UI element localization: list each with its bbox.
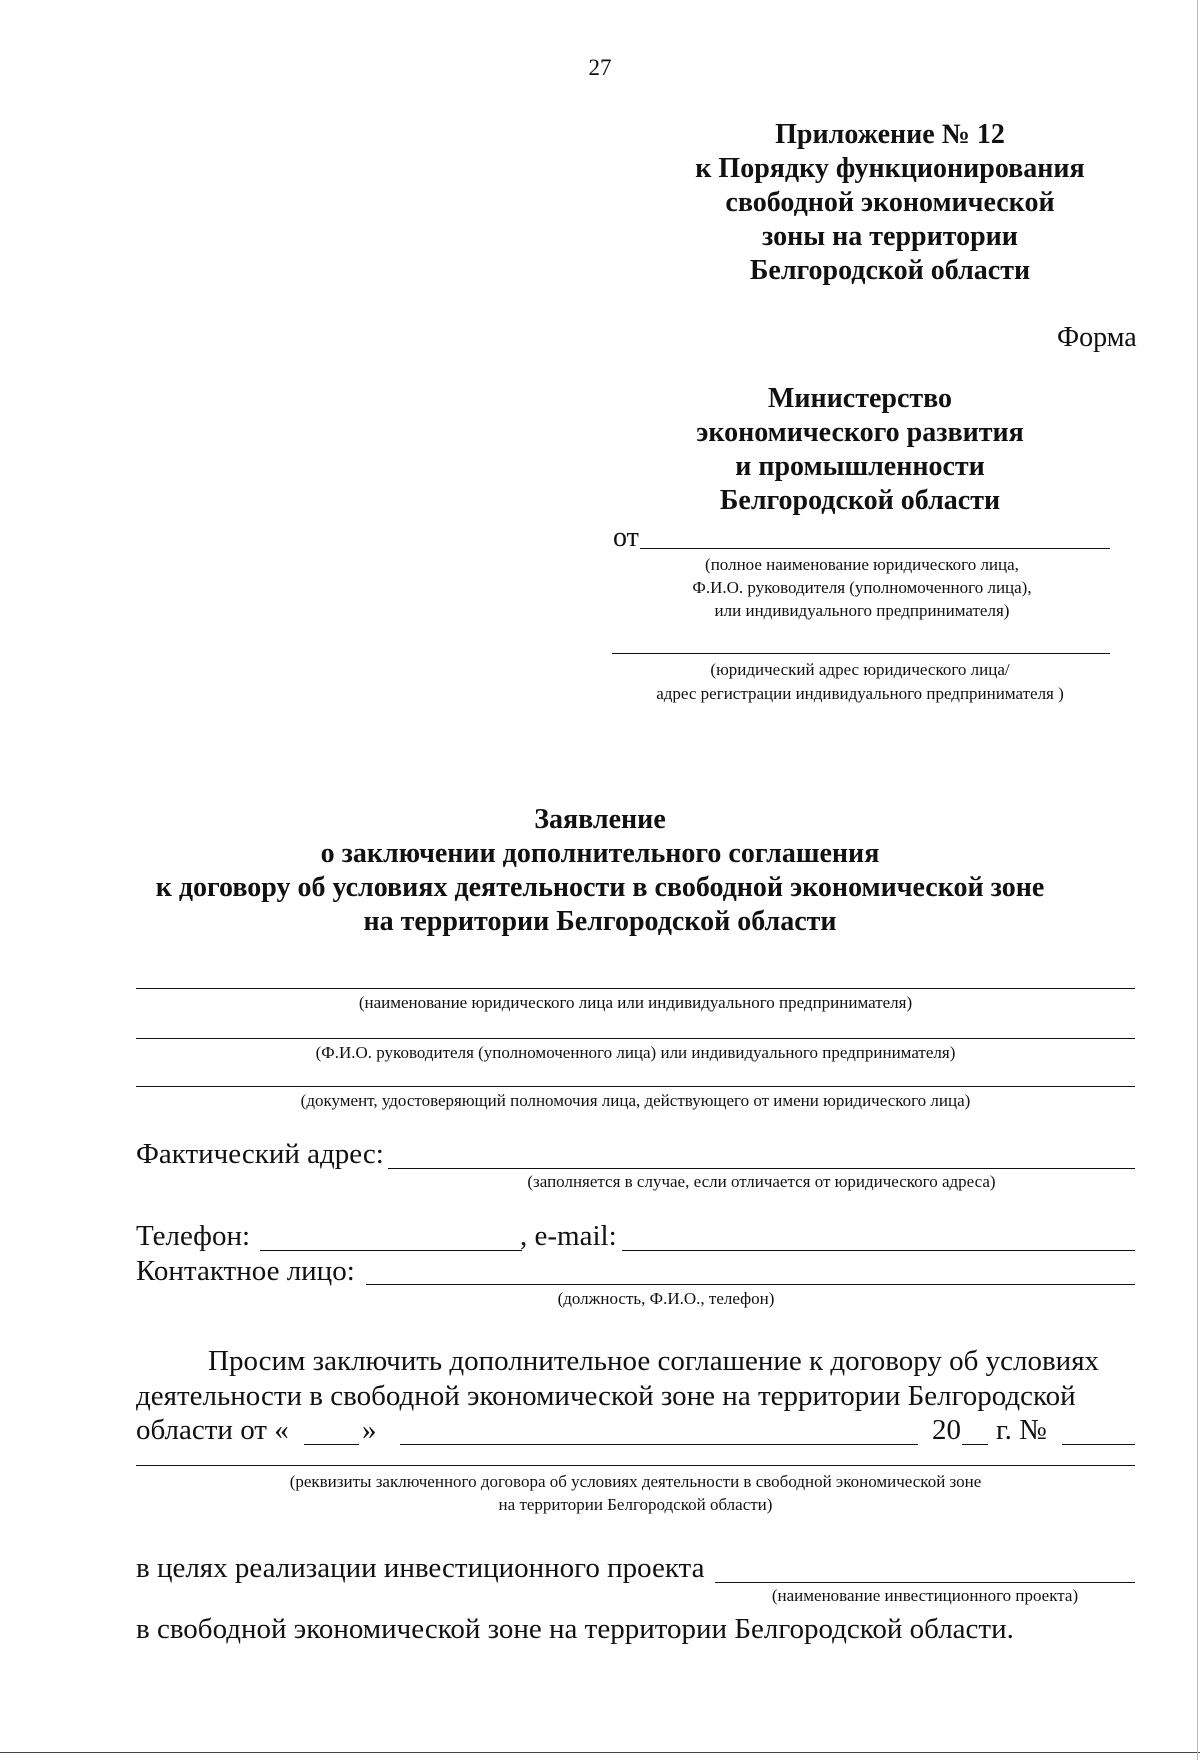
from-note-line-2: Ф.И.О. руководителя (уполномоченного лица), [692,578,1032,597]
phone-label: Телефон: [136,1220,251,1252]
title-line-3: к договору об условиях деятельности в свободной экономической зоне [155,872,1045,903]
contact-underline[interactable] [366,1284,1135,1285]
entity-underline[interactable] [136,988,1135,989]
title-line-4: на территории Белгородской области [363,906,837,937]
actual-address-note: (заполняется в случае, если отличается от юридического адреса) [527,1172,996,1191]
purpose-underline[interactable] [715,1582,1135,1583]
addressee-line-1: Министерство [767,383,953,414]
addressee-line-3: и промышленности [735,451,985,482]
address-note-line-2: адрес регистрации индивидуального предпринимателя ) [656,684,1064,703]
contact-label: Контактное лицо: [136,1255,355,1287]
request-year-prefix: 20 [932,1414,961,1446]
phone-underline[interactable] [260,1250,522,1251]
title-line-2: о заключении дополнительного соглашения [320,838,880,869]
addressee-line-4: Белгородской области [719,485,1001,516]
actual-address-label: Фактический адрес: [136,1138,384,1170]
requisites-underline[interactable] [136,1465,1135,1466]
request-month-underline[interactable] [400,1444,918,1445]
from-underline[interactable] [640,548,1110,549]
request-number-underline[interactable] [1062,1444,1135,1445]
requisites-note-line-2: на территории Белгородской области) [498,1495,773,1514]
head-note: (Ф.И.О. руководителя (уполномоченного лица) или индивидуального предпринимателя) [315,1043,956,1062]
from-note [612,553,1112,622]
address-note-line-1: (юридический адрес юридического лица/ [710,660,1010,679]
contact-note: (должность, Ф.И.О., телефон) [557,1289,775,1308]
request-number-label: г. № [996,1414,1047,1446]
page-number: 27 [588,55,612,80]
request-line-1: Просим заключить дополнительное соглашение к договору об условиях [208,1345,1100,1377]
request-year-underline[interactable] [962,1444,988,1445]
requisites-note [136,1470,1135,1516]
email-label: , e-mail: [520,1220,617,1252]
address-note [595,658,1125,706]
from-note-line-3: или индивидуального предпринимателя) [714,601,1010,620]
form-label: Форма [1057,322,1137,353]
from-note-line-1: (полное наименование юридического лица, [705,555,1019,574]
actual-address-underline[interactable] [388,1168,1135,1169]
request-line-2: деятельности в свободной экономической зоне на территории Белгородской [136,1380,1076,1412]
purpose-closing: в свободной экономической зоне на территории Белгородской области. [136,1613,1014,1645]
head-underline[interactable] [136,1038,1135,1039]
request-date-start: области от « [136,1414,289,1446]
document-title [100,803,1100,939]
addressee-block [620,382,1100,518]
title-line-1: Заявление [534,804,666,835]
document-note: (документ, удостоверяющий полномочия лица, действующего от имени юридического лица) [300,1091,971,1110]
appendix-line-2: к Порядку функционирования [695,153,1085,184]
requisites-note-line-1: (реквизиты заключенного договора об условиях деятельности в свободной экономической зоне [289,1472,982,1491]
appendix-line-3: свободной экономической [725,187,1055,218]
scan-right-edge [1197,0,1198,1760]
scan-bottom-edge [0,1752,1200,1753]
addressee-line-2: экономического развития [696,417,1024,448]
purpose-note: (наименование инвестиционного проекта) [771,1586,1079,1605]
from-label: от [613,522,639,553]
email-underline[interactable] [622,1250,1135,1251]
appendix-line-4: зоны на территории [762,221,1018,252]
entity-note: (наименование юридического лица или индивидуального предпринимателя) [358,993,913,1012]
purpose-label: в целях реализации инвестиционного проекта [136,1552,705,1584]
appendix-header [660,118,1120,288]
appendix-line-1: Приложение № 12 [775,119,1005,150]
request-day-underline[interactable] [304,1444,359,1445]
appendix-line-5: Белгородской области [749,255,1031,286]
document-underline[interactable] [136,1086,1135,1087]
address-underline[interactable] [612,653,1110,654]
request-date-quote: » [362,1414,377,1446]
